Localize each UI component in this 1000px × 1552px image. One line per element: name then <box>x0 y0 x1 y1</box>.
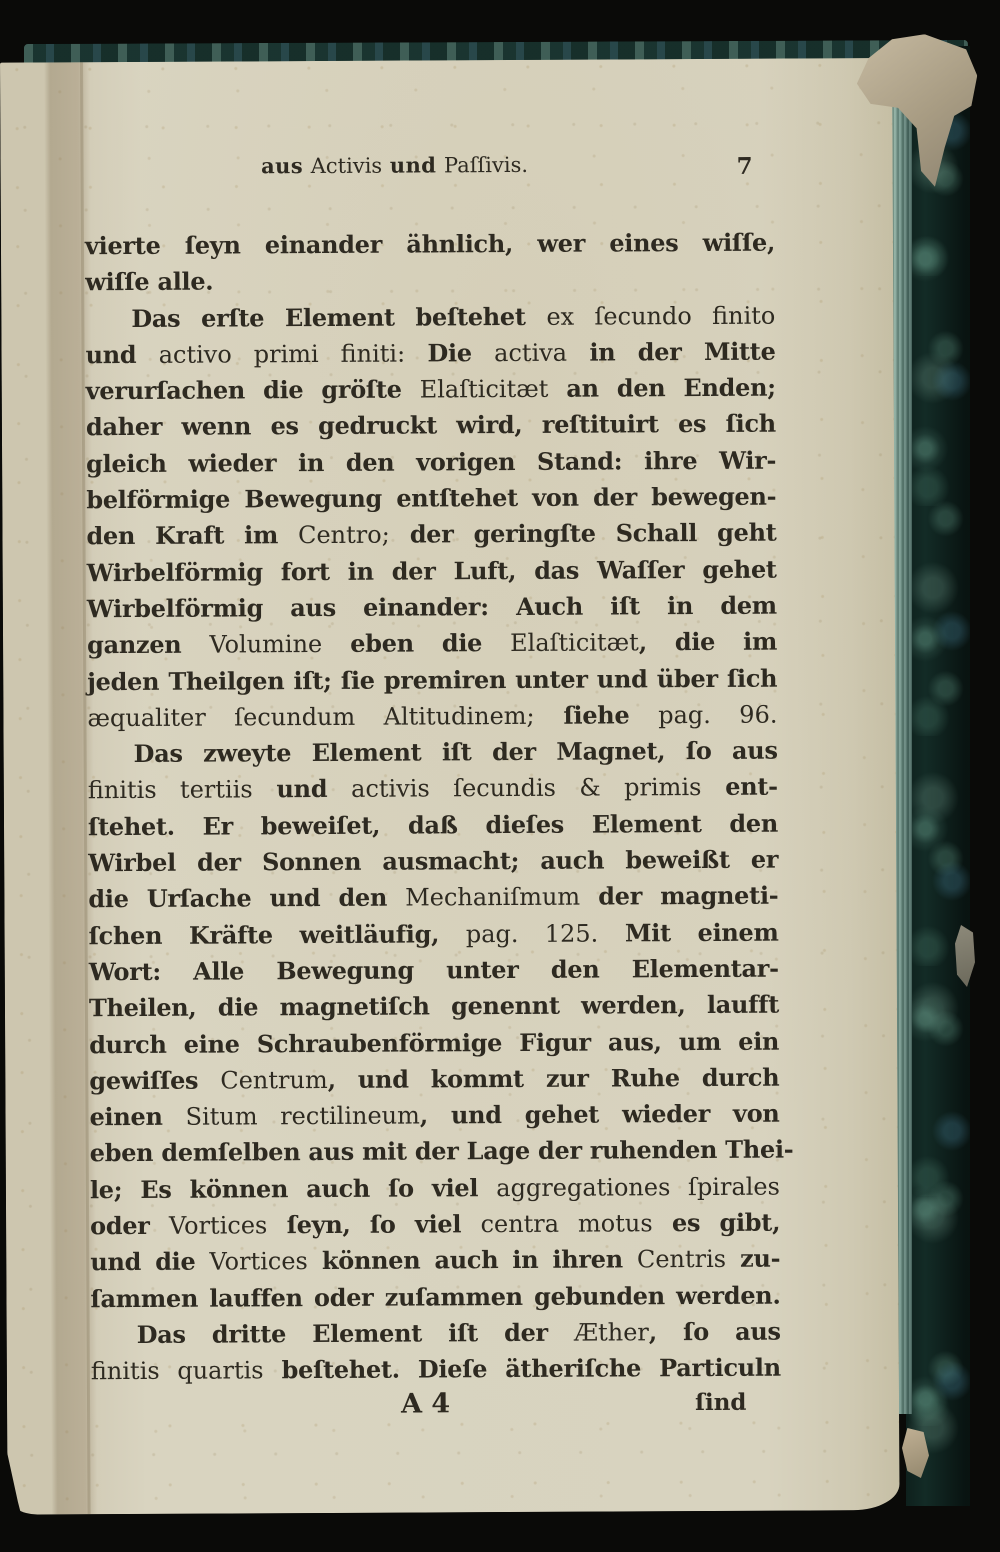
text-line <box>88 733 778 773</box>
antiqua-text-run: activo primi finiti: <box>158 339 406 369</box>
text-line <box>91 1350 781 1390</box>
catchword: ſind <box>694 1388 747 1417</box>
page-number: 7 <box>736 152 753 180</box>
fraktur-text-run: ſchen Kräfte weitläufig, <box>88 918 466 950</box>
page-header <box>84 151 774 191</box>
text-line <box>88 805 778 845</box>
fraktur-text-run: Wort: Alle Bewegung unter den Elementar- <box>88 953 779 987</box>
text-line <box>88 878 778 918</box>
fraktur-text-run: der geringſte Schall geht <box>389 517 777 550</box>
text-line <box>88 769 778 809</box>
text-line <box>91 1314 781 1354</box>
text-line <box>89 1096 779 1136</box>
text-line <box>89 951 779 991</box>
antiqua-text-run: æqualiter ſecundum Altitudinem; <box>87 701 535 733</box>
antiqua-text-run: Mechaniſmum <box>405 882 581 912</box>
text-line <box>90 1168 780 1208</box>
antiqua-text-run: centra motus <box>480 1209 653 1239</box>
book-page <box>0 58 900 1515</box>
text-line <box>85 225 775 265</box>
fraktur-text-run: durch eine Schraubenförmige Figur aus, um ein <box>89 1026 780 1059</box>
antiqua-text-run: Elaſticitæt <box>510 628 639 658</box>
fraktur-text-run: Wirbelförmig fort in der Luft, das Waſſer gehet <box>86 554 777 587</box>
text-line <box>87 588 777 628</box>
text-line <box>88 914 778 954</box>
running-title <box>84 151 774 180</box>
antiqua-text-run: Situm rectilineum <box>185 1101 420 1131</box>
fraktur-text-run: und <box>382 152 445 178</box>
text-line <box>87 660 777 700</box>
fraktur-text-run: Das erſte Element beſtehet <box>131 301 547 333</box>
text-block <box>84 225 794 1390</box>
antiqua-text-run: Æther <box>573 1318 649 1347</box>
fraktur-text-run: wiſſe alle. <box>85 266 214 297</box>
text-line <box>89 1059 779 1099</box>
fraktur-text-run: , und gehet wieder von <box>419 1098 780 1130</box>
fraktur-text-run: gewiſſes <box>89 1065 221 1096</box>
book-cover-marbled <box>906 46 970 1506</box>
text-line <box>86 370 776 410</box>
antiqua-text-run: finitis tertiis <box>87 775 253 805</box>
fraktur-text-run: verurſachen die gröſte <box>85 374 420 406</box>
fraktur-text-run: beſtehet. Dieſe ätheriſche Particuln <box>263 1352 781 1385</box>
fraktur-text-run: der magneti- <box>580 880 779 911</box>
fraktur-text-run: , die im <box>638 626 778 657</box>
fraktur-text-run: daher wenn es gedruckt wird, reſtituirt es ſich <box>85 409 776 442</box>
fraktur-text-run: le; Es können auch ſo viel <box>89 1172 497 1204</box>
fraktur-text-run: ſiehe <box>534 700 659 730</box>
fraktur-text-run: und <box>252 774 352 804</box>
fraktur-text-run: und <box>85 339 159 370</box>
text-line <box>90 1277 780 1317</box>
fraktur-text-run: Das zweyte Element iſt der Magnet, ſo aus <box>133 735 778 769</box>
fraktur-text-run: es gibt, <box>652 1207 781 1238</box>
fraktur-text-run: ſtehet. Er beweiſet, daß dieſes Element den <box>87 808 779 841</box>
fraktur-text-run: in der Mitte <box>566 336 776 367</box>
fraktur-text-run: Theilen, die magnetiſch genennt werden, laufft <box>88 989 780 1023</box>
text-line <box>90 1205 780 1245</box>
antiqua-text-run: Centris <box>636 1245 727 1274</box>
text-line <box>87 696 777 736</box>
fraktur-text-run: vierte ſeyn einander ähnlich, wer eines wiſſe, <box>84 227 776 261</box>
fraktur-text-run: einen <box>89 1101 186 1132</box>
fraktur-text-run: ſammen lauffen oder zuſammen gebunden werden. <box>90 1280 781 1313</box>
fraktur-text-run: , und kommt zur Ruhe durch <box>327 1062 780 1094</box>
antiqua-text-run: ex ſecundo finito <box>546 301 776 331</box>
text-line <box>86 406 776 446</box>
text-line <box>86 479 776 519</box>
fraktur-text-run: ent- <box>701 772 778 802</box>
antiqua-text-run: Paſſivis. <box>443 152 529 178</box>
text-line <box>86 515 776 555</box>
signature-line <box>91 1387 781 1433</box>
fraktur-text-run: ganzen <box>86 629 210 660</box>
antiqua-text-run: activa <box>494 338 568 367</box>
fraktur-text-run: eben demſelben aus mit der Lage der ruhenden Thei- <box>89 1134 794 1168</box>
antiqua-text-run: activis ſecundis & primis <box>351 773 702 804</box>
text-line <box>85 261 775 301</box>
signature-mark: A 4 <box>400 1388 451 1420</box>
antiqua-text-run: pag. 125. <box>465 919 599 948</box>
fraktur-text-run: die Urſache und den <box>88 882 406 914</box>
fraktur-text-run: Das dritte Element iſt der <box>136 1317 575 1349</box>
fraktur-text-run: ſeyn, ſo viel <box>267 1209 481 1240</box>
text-line <box>88 842 778 882</box>
antiqua-text-run: Vortices <box>168 1211 268 1240</box>
fraktur-text-run: , ſo aus <box>648 1316 781 1347</box>
fraktur-text-run: Wirbel der Sonnen ausmacht; auch beweißt er <box>88 844 779 878</box>
antiqua-text-run: finitis quartis <box>90 1356 264 1386</box>
fraktur-text-run: gleich wieder in den vorigen Stand: ihre Wir- <box>86 445 777 479</box>
text-line <box>87 624 777 664</box>
fraktur-text-run: aus <box>261 153 311 179</box>
text-line <box>86 442 776 482</box>
text-line <box>85 334 775 374</box>
fraktur-text-run: Wirbelförmig aus einander: Auch iſt in dem <box>86 590 777 624</box>
fraktur-text-run: Die <box>405 337 495 368</box>
text-line <box>89 1023 779 1063</box>
text-line <box>87 551 777 591</box>
fraktur-text-run: können auch in ihren <box>307 1244 637 1276</box>
fraktur-text-run: an den Enden; <box>548 372 776 403</box>
fraktur-text-run: und die <box>90 1246 210 1277</box>
text-line <box>89 1132 794 1172</box>
antiqua-text-run: Centro; <box>297 521 390 550</box>
fraktur-text-run: oder <box>90 1210 170 1241</box>
antiqua-text-run: Activis <box>310 153 383 179</box>
antiqua-text-run: Volumine <box>209 630 323 659</box>
antiqua-text-run: Centrum <box>220 1065 328 1095</box>
antiqua-text-run: Vortices <box>209 1247 308 1276</box>
fraktur-text-run: eben die <box>322 628 511 659</box>
text-line <box>89 987 779 1027</box>
antiqua-text-run: Elaſticitæt <box>419 374 549 404</box>
fraktur-text-run: jeden Theilgen iſt; ſie premiren unter und über ſich <box>87 663 778 696</box>
antiqua-text-run: pag. 96. <box>658 700 778 730</box>
fraktur-text-run: Mit einem <box>598 917 779 948</box>
text-line <box>85 297 775 337</box>
text-line <box>90 1241 780 1281</box>
fraktur-text-run: zu- <box>725 1243 781 1274</box>
fraktur-text-run: den Kraft im <box>86 520 299 551</box>
antiqua-text-run: aggregationes ſpirales <box>496 1172 780 1202</box>
fraktur-text-run: belförmige Bewegung entſtehet von der bewegen- <box>86 481 777 515</box>
